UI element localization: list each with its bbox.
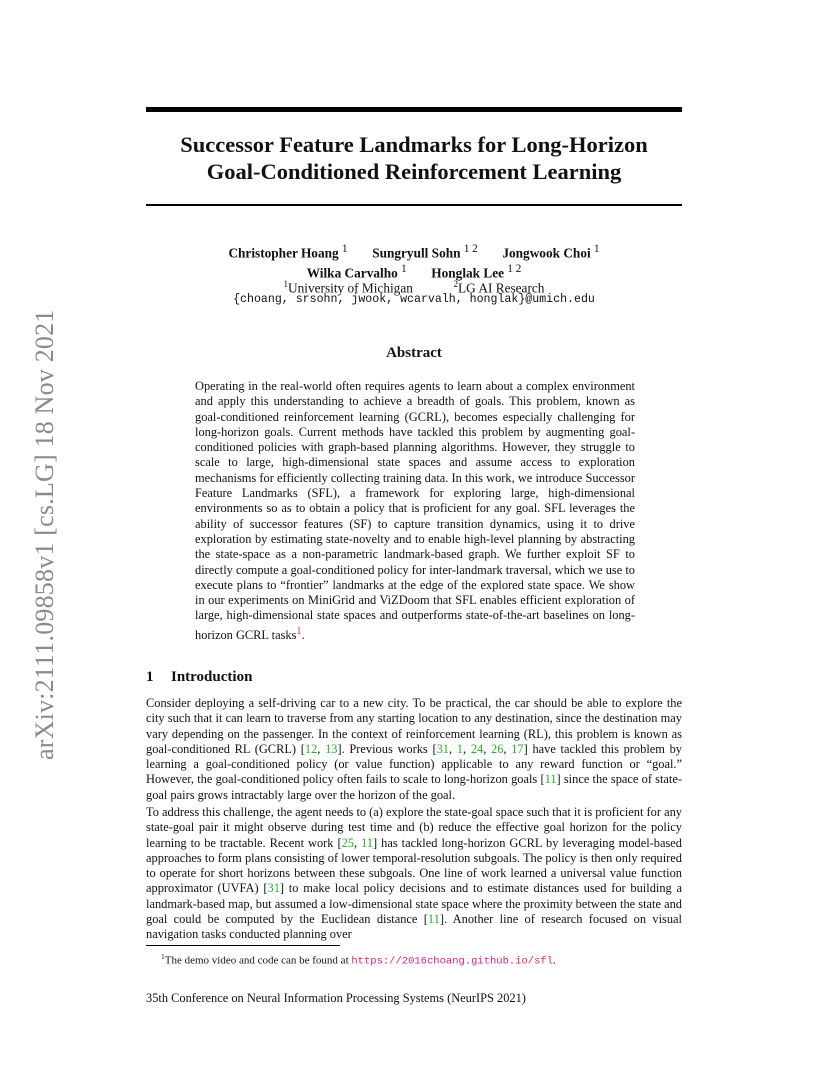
footnote-link[interactable]: 1	[296, 625, 302, 637]
footnote-end-punctuation: .	[553, 954, 556, 967]
arxiv-identifier-stamp: arXiv:2111.09858v1 [cs.LG] 18 Nov 2021	[30, 309, 59, 760]
citation-link[interactable]: 12	[304, 741, 318, 756]
citation-link[interactable]: 11	[544, 772, 557, 787]
section-title: Introduction	[171, 669, 253, 685]
citation-link[interactable]: 31	[267, 881, 280, 896]
author-name: Christopher Hoang	[228, 245, 339, 261]
citation-separator: ,	[354, 835, 362, 850]
abstract-text	[195, 379, 635, 643]
paper-title	[146, 131, 682, 185]
affiliation-mark: 1	[283, 279, 289, 289]
author-affiliation-mark: 1	[401, 263, 407, 276]
author-name: Wilka Carvalho	[306, 265, 398, 281]
citation-separator: ,	[448, 741, 457, 756]
paragraph-text: ] has tackled long-horizon GCRL by leveraging model-based approaches to form plans consisting of lower temporal-resolution subgoals. The policy is then only required to operate for short horizons between these subgoals. One line of work learned a universal value function approximator (UVFA) [	[146, 835, 682, 896]
author-affiliation-mark: 1	[341, 243, 348, 255]
footnote-url-link[interactable]: https://2016choang.github.io/sfl	[351, 955, 554, 968]
affiliation-mark: 2	[453, 279, 459, 289]
abstract-body-text: Operating in the real-world often requires agents to learn about a complex environment and apply this understanding to achieve a breadth of goals. This problem, known as goal-conditioned reinforcement learning (GCRL), becomes especially challenging for long-horizon goals. Current methods have tackled this problem by augmenting goal-conditioned policies with graph-based planning algorithms. However, they struggle to scale to large, high-dimensional state spaces and assume access to exploration mechanisms for efficiently collecting training data. In this work, we introduce Successor Feature Landmarks (SFL), a framework for exploring large, high-dimensional environments so as to obtain a policy that is proficient for any goal. SFL leverages the ability of successor features (SF) to capture transition dynamics, using it to drive exploration by estimating state-novelty and to enable high-level planning by abstracting the state-space as a non-parametric landmark-based graph. We further exploit SF to directly compute a goal-conditioned policy for inter-landmark traversal, which we use to execute plans to “frontier” landmarks at the edge of the explored state space. We show in our experiments on MiniGrid and ViZDoom that SFL enables efficient exploration of large, high-dimensional state spaces and outperforms state-of-the-art baselines on long-horizon GCRL tasks	[195, 379, 635, 642]
paper-title-line-2: Goal-Conditioned Reinforcement Learning	[206, 159, 622, 184]
author-affiliation-mark: 1 2	[463, 243, 478, 255]
footnote-mark: 1	[161, 952, 165, 961]
intro-paragraph-1	[146, 696, 682, 803]
paragraph-text: ] to make local policy decisions and to estimate distances used for building a landmark-based map, but assumed a low-dimensional state space where the proximity between the state and goal could be computed by the Euclidean distance [	[146, 881, 683, 927]
footnote	[161, 950, 556, 969]
affiliation-name: University of Michigan	[288, 280, 413, 296]
author-affiliation-mark: 1 2	[507, 263, 522, 276]
section-number: 1	[146, 669, 154, 685]
citation-link[interactable]: 13	[325, 741, 338, 756]
author-affiliation-mark: 1	[594, 243, 600, 255]
paragraph-text: ] since the space of state-goal pairs grows intractably large over the horizon of the goal.	[146, 772, 682, 802]
citation-link[interactable]: 25	[341, 835, 355, 850]
title-top-rule	[146, 107, 682, 112]
citation-separator: ,	[317, 741, 326, 756]
intro-paragraph-2	[146, 805, 682, 943]
paragraph-text: ]. Another line of research focused on visual navigation tasks conducted planning over	[146, 912, 682, 942]
affiliation-name: LG AI Research	[458, 280, 545, 296]
citation-separator: ,	[483, 741, 492, 756]
author-row-1	[146, 241, 682, 261]
paragraph-text: ]. Previous works [	[337, 741, 437, 756]
citation-link[interactable]: 26	[491, 741, 504, 756]
paragraph-text: Consider deploying a self-driving car to a new city. To be practical, the car should be able to explore the city such that it can learn to traverse from any starting location to any destination, since the destination may vary depending on the passenger. In the context of reinforcement learning (RL), this problem is known as goal-conditioned RL (GCRL) [	[146, 696, 682, 756]
paragraph-text: To address this challenge, the agent needs to (a) explore the state-goal space such that it is proficient for any state-goal pair it might observe during test time and (b) reduce the effective goal horizon for the policy learning to be tractable. Recent work [	[146, 805, 682, 850]
citation-separator: ,	[463, 741, 471, 756]
author-name: Jongwook Choi	[502, 245, 591, 261]
citation-link[interactable]: 1	[456, 741, 463, 756]
footnote-text: The demo video and code can be found at	[164, 954, 352, 967]
paper-title-line-1: Successor Feature Landmarks for Long-Horizon	[180, 132, 648, 157]
citation-link[interactable]: 17	[511, 741, 524, 756]
citation-link[interactable]: 11	[361, 835, 374, 850]
abstract-heading: Abstract	[386, 345, 442, 361]
author-name: Honglak Lee	[431, 265, 505, 281]
section-heading-introduction	[146, 669, 252, 686]
citation-separator: ,	[503, 741, 512, 756]
author-emails[interactable]: {choang, srsohn, jwook, wcarvalh, honglak}@umich.edu	[233, 293, 595, 306]
paragraph-text: ] have tackled this problem by learning a goal-conditioned policy (or value function) applicable to any reward function or “goal.” However, the goal-conditioned policy often fails to scale to long-horizon goals [	[146, 741, 683, 787]
citation-link[interactable]: 24	[470, 741, 484, 756]
citation-link[interactable]: 11	[427, 912, 440, 927]
citation-link[interactable]: 31	[436, 741, 449, 756]
conference-footer: 35th Conference on Neural Information Processing Systems (NeurIPS 2021)	[146, 991, 526, 1005]
footnote-rule	[146, 945, 340, 946]
abstract-end-punctuation: .	[301, 627, 305, 642]
author-name: Sungryull Sohn	[372, 245, 461, 261]
title-bottom-rule	[146, 204, 682, 206]
